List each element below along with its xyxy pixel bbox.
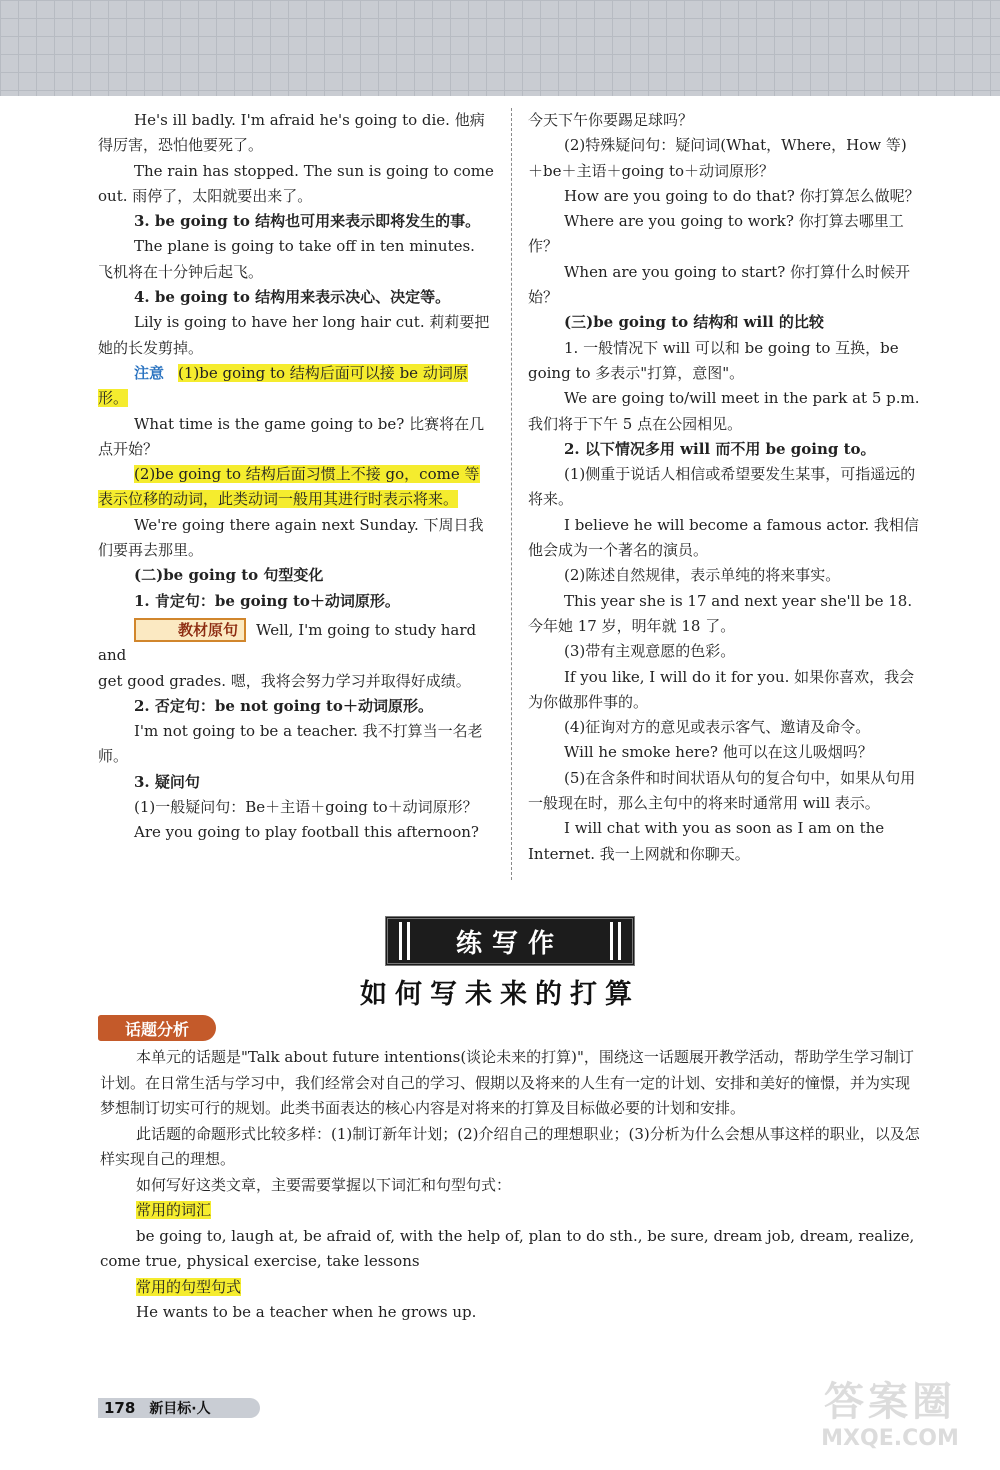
vocab-label: 常用的词汇 [136,1201,212,1219]
book-name: 新目标·人 [149,1401,211,1417]
text-line: 2. 以下情况多用 will 而不用 be going to。 [564,439,876,458]
pattern-sentence: He wants to be a teacher when he grows up. [136,1303,477,1321]
note-highlight-1: (1)be going to 结构后面可以接 be 动词原形。 [98,363,468,408]
text-line: (1)一般疑问句：Be＋主语＋going to＋动词原形？ [134,798,478,817]
text-line: 今天下午你要踢足球吗？ [528,111,694,129]
text-line: (3)带有主观意愿的色彩。 [564,642,736,661]
section-title: 如何写未来的打算 [360,979,640,1010]
text-line: We're going there again next Sunday. 下周日我们要再去那里。 [98,515,484,560]
vocab-label-line [100,1198,920,1224]
text-line: When are you going to start? 你打算什么时候开始？ [528,262,911,307]
text-line: What time is the game going to be? 比赛将在几点开始？ [98,414,485,458]
text-line: 3. 疑问句 [134,772,200,791]
textbook-tag: 教材原句 [134,618,246,642]
left-column [98,108,494,846]
paragraph: 此话题的命题形式比较多样：(1)制订新年计划；(2)介绍自己的理想职业；(3)分析为什么会想从事这样的职业，以及怎样实现自己的理想。 [100,1124,920,1168]
pattern-label: 常用的句型句式 [136,1277,242,1296]
watermark-logo [790,1378,990,1458]
paragraph: 本单元的话题是"Talk about future intentions(谈论未来的打算)"，围绕这一话题展开教学活动，帮助学生学习制订计划。在日常生活与学习中，我们经常会对自己的学习、假期以及将来的人生有一定的计划、安排和美好的憧憬，并为实现梦想制订切实可行的规划。此类书面表达的核心内容是对将来的打算及目标做必要的计划和安排。 [100,1048,914,1117]
text-line: Are you going to play football this afternoon? [134,823,479,842]
text-line: (2)陈述自然规律，表示单纯的将来事实。 [564,566,841,585]
topic-analysis-body [100,1045,920,1326]
page-number: 178 [104,1399,136,1417]
column-divider [511,108,512,880]
text-line: 1. 肯定句：be going to＋动词原形。 [134,591,400,610]
text-line: The rain has stopped. The sun is going to come out. 雨停了，太阳就要出来了。 [98,161,494,205]
text-line: Will he smoke here? 他可以在这儿吸烟吗？ [564,743,873,762]
watermark-url: MXQE.COM [821,1426,959,1451]
note-highlight-2: (2)be going to 结构后面习惯上不接 go，come 等表示位移的动词，此类动词一般用其进行时表示将来。 [98,465,480,509]
textbook-line [98,618,494,669]
subheading: (三)be going to 结构和 will 的比较 [564,313,824,332]
topic-analysis-tag: 话题分析 [98,1015,216,1041]
vocab-list: be going to, laugh at, be afraid of, with the help of, plan to do sth., be sure, dream job, dream, realize, come true, physical exercise, take lessons [100,1226,915,1270]
textbook-sentence: Well, I'm going to study hard and [98,620,477,665]
text-line: 1. 一般情况下 will 可以和 be going to 互换，be going to 多表示"打算，意图"。 [528,338,899,382]
text-line: If you like, I will do it for you. 如果你喜欢，我会为你做那件事的。 [528,667,915,711]
text-line: 4. be going to 结构用来表示决心、决定等。 [134,288,451,307]
text-line: The plane is going to take off in ten minutes. 飞机将在十分钟后起飞。 [98,237,475,281]
note-block-2 [98,462,494,513]
text-line: I'm not going to be a teacher. 我不打算当一名老师。 [98,722,483,766]
text-line: (2)特殊疑问句：疑问词(What，Where，How 等)＋be＋主语＋going to＋动词原形？ [528,136,907,180]
text-line: We are going to/will meet in the park at 5 p.m. 我们将于下午 5 点在公园相见。 [528,389,920,433]
note-block [98,361,494,412]
page-footer [98,1398,260,1418]
banner-bar-decoration [618,922,621,960]
text-line: 2. 否定句：be not going to＋动词原形。 [134,696,433,715]
banner-bar-decoration [399,922,402,960]
header-pattern-band [0,0,1000,96]
text-line: I believe he will become a famous actor. 我相信他会成为一个著名的演员。 [528,515,919,560]
text-line: This year she is 17 and next year she'll be 18. 今年她 17 岁，明年就 18 了。 [528,591,913,635]
text-line: He's ill badly. I'm afraid he's going to die. 他病得厉害，恐怕他要死了。 [98,111,485,155]
note-label: 注意 [134,363,165,382]
watermark-top-text: 答案圈 [824,1379,956,1425]
text-line: 3. be going to 结构也可用来表示即将发生的事。 [134,212,481,231]
text-line: (1)侧重于说话人相信或希望要发生某事，可指遥远的将来。 [528,465,916,509]
text-line: (4)征询对方的意见或表示客气、邀请及命令。 [564,718,871,737]
text-line: I will chat with you as soon as I am on the Internet. 我一上网就和你聊天。 [528,819,885,863]
text-line: get good grades. 嗯，我将会努力学习并取得好成绩。 [98,671,471,690]
subheading: (二)be going to 句型变化 [134,566,324,585]
text-line: How are you going to do that? 你打算怎么做呢？ [564,186,920,205]
banner-text: 练写作 [385,916,635,966]
banner-bar-decoration [610,922,613,960]
banner-bar-decoration [407,922,410,960]
paragraph: 如何写好这类文章，主要需要掌握以下词汇和句型句式： [136,1175,512,1194]
text-line: (5)在含条件和时间状语从句的复合句中，如果从句用一般现在时，那么主句中的将来时通常用 will 表示。 [528,768,916,813]
text-line: Lily is going to have her long hair cut. 莉莉要把她的长发剪掉。 [98,313,490,357]
right-column [528,108,920,867]
pattern-label-line [100,1275,920,1301]
writing-banner [385,916,635,966]
text-line: Where are you going to work? 你打算去哪里工作？ [528,212,904,256]
